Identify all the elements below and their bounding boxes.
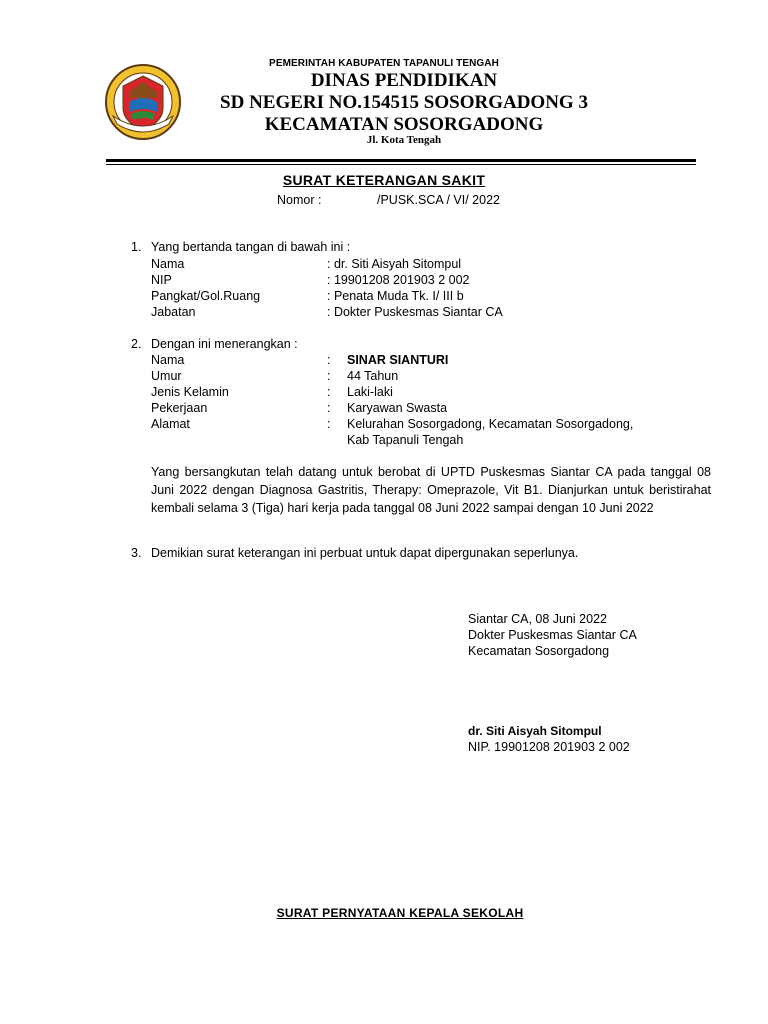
signature-area: Kecamatan Sosorgadong: [468, 644, 610, 658]
section2-intro: Dengan ini menerangkan :: [151, 337, 298, 351]
patient-gender-label: Jenis Kelamin: [151, 385, 229, 399]
section2-number: 2.: [131, 337, 142, 351]
patient-job-label: Pekerjaan: [151, 401, 208, 415]
section1-number: 1.: [131, 240, 142, 254]
nomor-label: Nomor :: [277, 193, 322, 207]
bottom-section-title: SURAT PERNYATAAN KEPALA SEKOLAH: [276, 906, 524, 920]
signer-position-label: Jabatan: [151, 305, 196, 319]
colon: :: [327, 369, 331, 383]
signature-name: dr. Siti Aisyah Sitompul: [468, 724, 602, 738]
signer-nip-label: NIP: [151, 273, 172, 287]
agency-name: DINAS PENDIDIKAN: [310, 70, 498, 91]
government-name: PEMERINTAH KABUPATEN TAPANULI TENGAH: [269, 58, 499, 69]
patient-address-line2: Kab Tapanuli Tengah: [347, 433, 464, 447]
colon: :: [327, 417, 331, 431]
section1-intro: Yang bertanda tangan di bawah ini :: [151, 240, 351, 254]
signer-name-label: Nama: [151, 257, 185, 271]
patient-age-value: 44 Tahun: [347, 369, 399, 383]
patient-name-label: Nama: [151, 353, 185, 367]
signature-place-date: Siantar CA, 08 Juni 2022: [468, 612, 607, 626]
letterhead-divider: [106, 159, 696, 162]
statement-paragraph: Yang bersangkutan telah datang untuk berobat di UPTD Puskesmas Siantar CA pada tanggal 08 Juni 2022 dengan Diagnosa Gastritis, Therapy: Omeprazole, Vit B1. Dianjurkan untuk beristirahat kembali selama 3 (Tiga) hari kerja pada tanggal 08 Juni 2022 sampai dengan 10 Juni 2022: [151, 465, 711, 515]
patient-name-value: SINAR SIANTURI: [347, 353, 449, 367]
nomor-value: /PUSK.SCA / VI/ 2022: [377, 193, 500, 207]
patient-address-label: Alamat: [151, 417, 190, 431]
signature-position: Dokter Puskesmas Siantar CA: [468, 628, 637, 642]
patient-job-value: Karyawan Swasta: [347, 401, 448, 415]
letterhead-address: Jl. Kota Tengah: [366, 134, 442, 146]
signer-name-value: : dr. Siti Aisyah Sitompul: [327, 257, 462, 271]
section3-text: Demikian surat keterangan ini perbuat untuk dapat dipergunakan seperlunya.: [151, 546, 579, 560]
colon: :: [327, 401, 331, 415]
district-name: KECAMATAN SOSORGADONG: [264, 114, 544, 135]
patient-address-line1: Kelurahan Sosorgadong, Kecamatan Sosorgadong,: [347, 417, 634, 431]
letterhead-divider-thin: [106, 164, 696, 165]
school-name: SD NEGERI NO.154515 SOSORGADONG 3: [220, 92, 588, 113]
colon: :: [327, 353, 331, 367]
signature-nip: NIP. 19901208 201903 2 002: [468, 740, 630, 754]
signer-rank-label: Pangkat/Gol.Ruang: [151, 289, 261, 303]
colon: :: [327, 385, 331, 399]
patient-gender-value: Laki-laki: [347, 385, 393, 399]
signer-nip-value: : 19901208 201903 2 002: [327, 273, 470, 287]
letter-title: SURAT KETERANGAN SAKIT: [282, 172, 486, 188]
signer-rank-value: : Penata Muda Tk. I/ III b: [327, 289, 464, 303]
patient-age-label: Umur: [151, 369, 182, 383]
section3-number: 3.: [131, 546, 142, 560]
signer-position-value: : Dokter Puskesmas Siantar CA: [327, 305, 503, 319]
